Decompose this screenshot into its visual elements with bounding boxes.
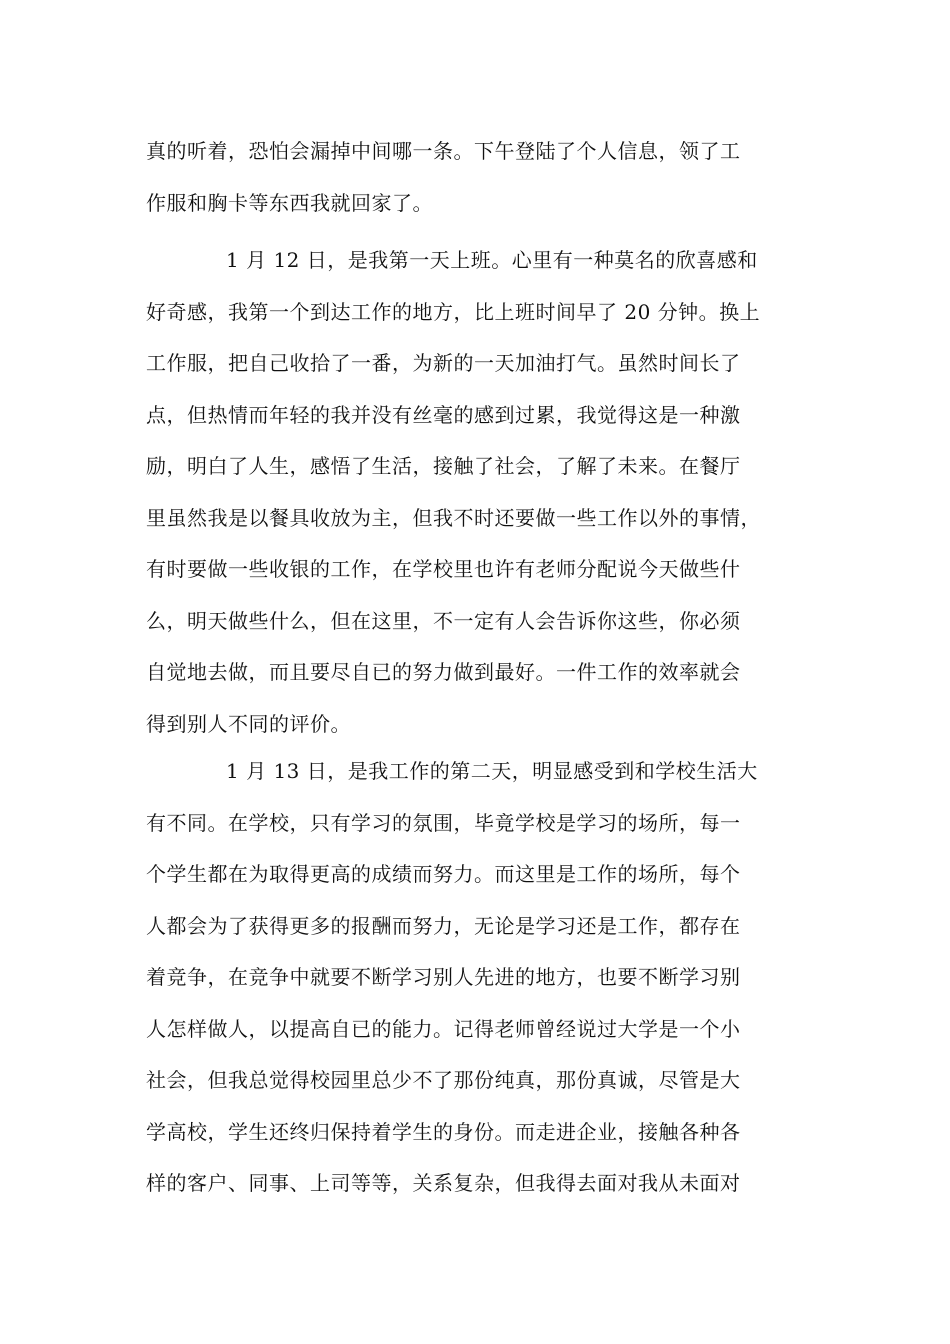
text-line: 得到别人不同的评价。 — [146, 711, 351, 736]
text-line: 么，明天做些什么，但在这里，不一定有人会告诉你这些，你必须 — [146, 608, 741, 633]
paragraph-2 — [146, 245, 816, 760]
text-line: 人都会为了获得更多的报酬而努力，无论是学习还是工作，都存在 — [146, 913, 741, 938]
text-line: 1 月 12 日，是我第一天上班。心里有一种莫名的欣喜感和 — [226, 248, 758, 272]
text-line: 工作服，把自己收拾了一番，为新的一天加油打气。虽然时间长了 — [146, 351, 741, 375]
text-line: 学高校，学生还终归保持着学生的身份。而走进企业，接触各种各 — [146, 1119, 741, 1144]
text-line: 样的客户、同事、上司等等，关系复杂，但我得去面对我从未面对 — [146, 1171, 741, 1195]
text-line: 里虽然我是以餐具收放为主，但我不时还要做一些工作以外的事情， — [146, 505, 761, 530]
text-line: 1 月 13 日，是我工作的第二天，明显感受到和学校生活大 — [226, 759, 758, 783]
text-line: 励，明白了人生，感悟了生活，接触了社会，了解了未来。在餐厅 — [146, 454, 741, 478]
text-line: 真的听着，恐怕会漏掉中间哪一条。下午登陆了个人信息，领了工 — [146, 139, 741, 163]
paragraph-3 — [146, 756, 816, 1220]
text-line: 点，但热情而年轻的我并没有丝毫的感到过累，我觉得这是一种激 — [146, 402, 741, 427]
text-line: 人怎样做人，以提高自已的能力。记得老师曾经说过大学是一个小 — [146, 1016, 741, 1041]
text-line: 有不同。在学校，只有学习的氛围，毕竟学校是学习的场所，每一 — [146, 810, 741, 835]
text-line: 社会，但我总觉得校园里总少不了那份纯真，那份真诚，尽管是大 — [146, 1068, 741, 1092]
text-line: 着竞争，在竞争中就要不断学习别人先进的地方，也要不断学习别 — [146, 965, 741, 989]
text-line: 有时要做一些收银的工作，在学校里也许有老师分配说今天做些什 — [146, 557, 741, 581]
text-line: 好奇感，我第一个到达工作的地方，比上班时间早了 20 分钟。换上 — [146, 299, 761, 324]
text-line: 个学生都在为取得更高的成绩而努力。而这里是工作的场所，每个 — [146, 862, 741, 886]
text-line: 自觉地去做，而且要尽自已的努力做到最好。一件工作的效率就会 — [146, 660, 741, 684]
text-line: 作服和胸卡等东西我就回家了。 — [146, 190, 433, 215]
paragraph-1 — [146, 136, 816, 239]
